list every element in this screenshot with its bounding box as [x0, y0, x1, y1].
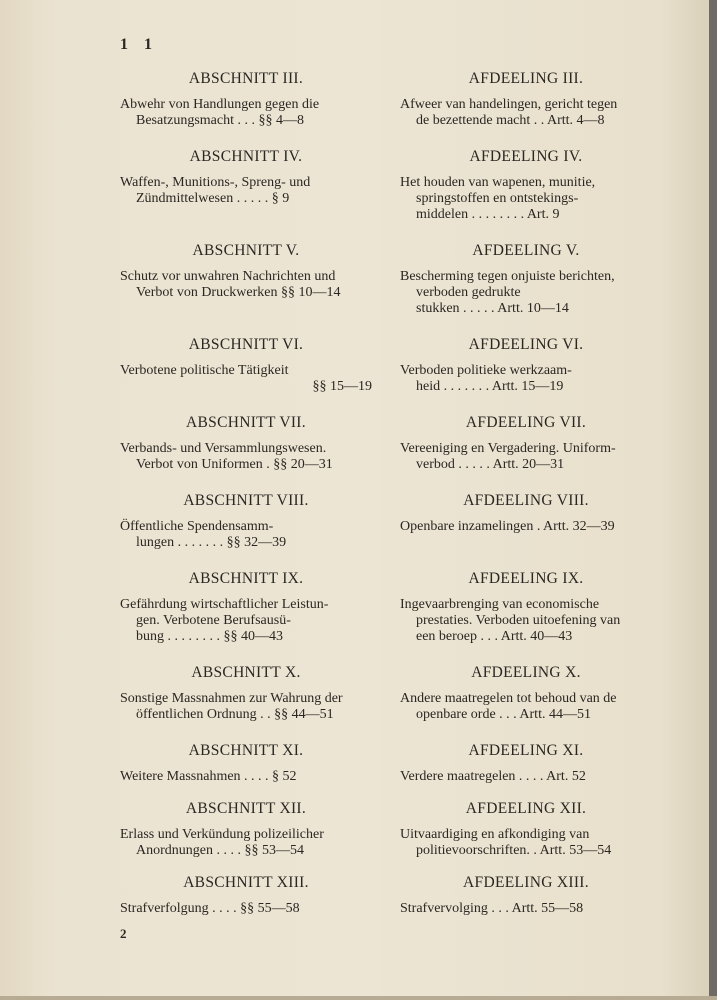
title-line: de bezettende macht . . Artt. 4—8 — [416, 113, 605, 128]
title-line: verboden gedrukte — [416, 285, 521, 300]
dutch-section-title — [400, 97, 652, 129]
title-line: politievoorschriften. . Artt. 53—54 — [416, 843, 612, 858]
german-section-title — [120, 597, 372, 645]
german-section-title — [120, 441, 372, 473]
title-line: Uitvaardiging en afkondiging van — [400, 827, 590, 842]
title-line: bung . . . . . . . . §§ 40—43 — [136, 629, 283, 644]
german-section — [120, 570, 372, 645]
dutch-section-title — [400, 519, 652, 535]
title-line: Verdere maatregelen . . . . Art. 52 — [400, 769, 586, 784]
german-section-heading: ABSCHNITT III. — [188, 70, 304, 87]
dutch-section-heading: AFDEELING VIII. — [463, 492, 589, 509]
dutch-section-heading: AFDEELING VI. — [468, 336, 584, 353]
german-section-title — [120, 827, 372, 859]
title-line: Zündmittelwesen . . . . . § 9 — [136, 191, 290, 206]
german-section-heading: ABSCHNITT VII. — [186, 414, 306, 431]
title-line: öffentlichen Ordnung . . §§ 44—51 — [136, 707, 334, 722]
dutch-section-heading: AFDEELING IV. — [469, 148, 583, 165]
german-section-title — [120, 769, 372, 785]
title-line: springstoffen en ontstekings- — [416, 191, 579, 206]
dutch-section-title — [400, 175, 652, 223]
dutch-section-title — [400, 691, 652, 723]
german-section-heading: ABSCHNITT IV. — [189, 148, 303, 165]
german-section — [120, 242, 372, 301]
german-section-heading: ABSCHNITT XIII. — [183, 874, 309, 891]
title-line: Verbotene politische Tätigkeit — [120, 363, 289, 378]
title-line: Strafverfolgung . . . . §§ 55—58 — [120, 901, 300, 916]
title-line: Gefährdung wirtschaftlicher Leistun- — [120, 597, 329, 612]
title-line: Schutz vor unwahren Nachrichten und — [120, 269, 336, 284]
german-section-heading: ABSCHNITT VI. — [188, 336, 304, 353]
title-line: verbod . . . . . Artt. 20—31 — [416, 457, 565, 472]
dutch-section-title — [400, 441, 652, 473]
german-section-title — [120, 363, 372, 395]
dutch-section-title — [400, 597, 652, 645]
title-line: heid . . . . . . . Artt. 15—19 — [416, 379, 564, 394]
german-section-title — [120, 519, 372, 551]
german-section — [120, 414, 372, 473]
german-section-title — [120, 691, 372, 723]
dutch-section-heading: AFDEELING III. — [468, 70, 584, 87]
dutch-section — [400, 148, 652, 223]
top-page-marker: 1 1 — [120, 36, 158, 53]
title-line: Vereeniging en Vergadering. Uniform- — [400, 441, 616, 456]
title-line: stukken . . . . . Artt. 10—14 — [416, 301, 569, 316]
dutch-section — [400, 664, 652, 723]
dutch-section-heading: AFDEELING XIII. — [463, 874, 589, 891]
dutch-section-title — [400, 769, 652, 785]
dutch-section-title — [400, 827, 652, 859]
german-section-title — [120, 901, 372, 917]
title-line: openbare orde . . . Artt. 44—51 — [416, 707, 591, 722]
title-line: prestaties. Verboden uitoefening van — [416, 613, 621, 628]
german-section — [120, 70, 372, 129]
dutch-section-title — [400, 901, 652, 917]
german-section-heading: ABSCHNITT XI. — [188, 742, 304, 759]
title-line: Het houden van wapenen, munitie, — [400, 175, 596, 190]
title-line: gen. Verbotene Berufsausü- — [136, 613, 291, 628]
title-line: Openbare inzamelingen . Artt. 32—39 — [400, 519, 615, 534]
title-line: Abwehr von Handlungen gegen die — [120, 97, 320, 112]
german-section-heading: ABSCHNITT IX. — [188, 570, 304, 587]
title-line: Verbot von Uniformen . §§ 20—31 — [136, 457, 333, 472]
title-line: lungen . . . . . . . §§ 32—39 — [136, 535, 287, 550]
german-section-heading: ABSCHNITT VIII. — [183, 492, 309, 509]
dutch-section-heading: AFDEELING VII. — [465, 414, 587, 431]
title-line: middelen . . . . . . . . Art. 9 — [416, 207, 560, 222]
german-section — [120, 664, 372, 723]
title-line: Afweer van handelingen, gericht tegen — [400, 97, 618, 112]
title-line: Öffentliche Spendensamm- — [120, 519, 274, 534]
dutch-section — [400, 492, 652, 535]
page-bottom-edge — [0, 996, 717, 1000]
title-line: Waffen-, Munitions-, Spreng- und — [120, 175, 311, 190]
title-line: Besatzungsmacht . . . §§ 4—8 — [136, 113, 304, 128]
german-section — [120, 336, 372, 395]
dutch-section — [400, 336, 652, 395]
page-edge-shadow — [709, 0, 717, 1000]
title-line: Erlass und Verkündung polizeilicher — [120, 827, 324, 842]
title-line: Verboden politieke werkzaam- — [400, 363, 572, 378]
title-line: Verbot von Druckwerken §§ 10—14 — [136, 285, 341, 300]
dutch-section-heading: AFDEELING XI. — [468, 742, 584, 759]
dutch-section — [400, 570, 652, 645]
german-section-title — [120, 175, 372, 207]
dutch-section — [400, 874, 652, 917]
title-line: Verbands- und Versammlungswesen. — [120, 441, 327, 456]
dutch-section-title — [400, 363, 652, 395]
title-line: Andere maatregelen tot behoud van de — [400, 691, 617, 706]
title-line: een beroep . . . Artt. 40—43 — [416, 629, 573, 644]
german-section — [120, 492, 372, 551]
german-section — [120, 148, 372, 207]
dutch-section-heading: AFDEELING XII. — [465, 800, 587, 817]
dutch-section — [400, 742, 652, 785]
german-section-title — [120, 97, 372, 129]
german-section — [120, 742, 372, 785]
title-line: Sonstige Massnahmen zur Wahrung der — [120, 691, 343, 706]
title-line: Anordnungen . . . . §§ 53—54 — [136, 843, 304, 858]
german-section — [120, 800, 372, 859]
dutch-section — [400, 70, 652, 129]
title-line: Strafvervolging . . . Artt. 55—58 — [400, 901, 584, 916]
title-line: Ingevaarbrenging van economische — [400, 597, 600, 612]
dutch-section — [400, 242, 652, 317]
german-section-heading: ABSCHNITT V. — [192, 242, 300, 259]
german-section-heading: ABSCHNITT X. — [191, 664, 301, 681]
dutch-section-heading: AFDEELING IX. — [468, 570, 584, 587]
dutch-section — [400, 414, 652, 473]
german-section-heading: ABSCHNITT XII. — [185, 800, 307, 817]
page-number: 2 — [120, 926, 127, 941]
dutch-section — [400, 800, 652, 859]
title-line: Bescherming tegen onjuiste berichten, — [400, 269, 615, 284]
dutch-section-title — [400, 269, 652, 317]
dutch-section-heading: AFDEELING V. — [472, 242, 580, 259]
german-section — [120, 874, 372, 917]
title-line: §§ 15—19 — [312, 379, 372, 394]
title-line: Weitere Massnahmen . . . . § 52 — [120, 769, 297, 784]
dutch-section-heading: AFDEELING X. — [471, 664, 581, 681]
german-section-title — [120, 269, 372, 301]
